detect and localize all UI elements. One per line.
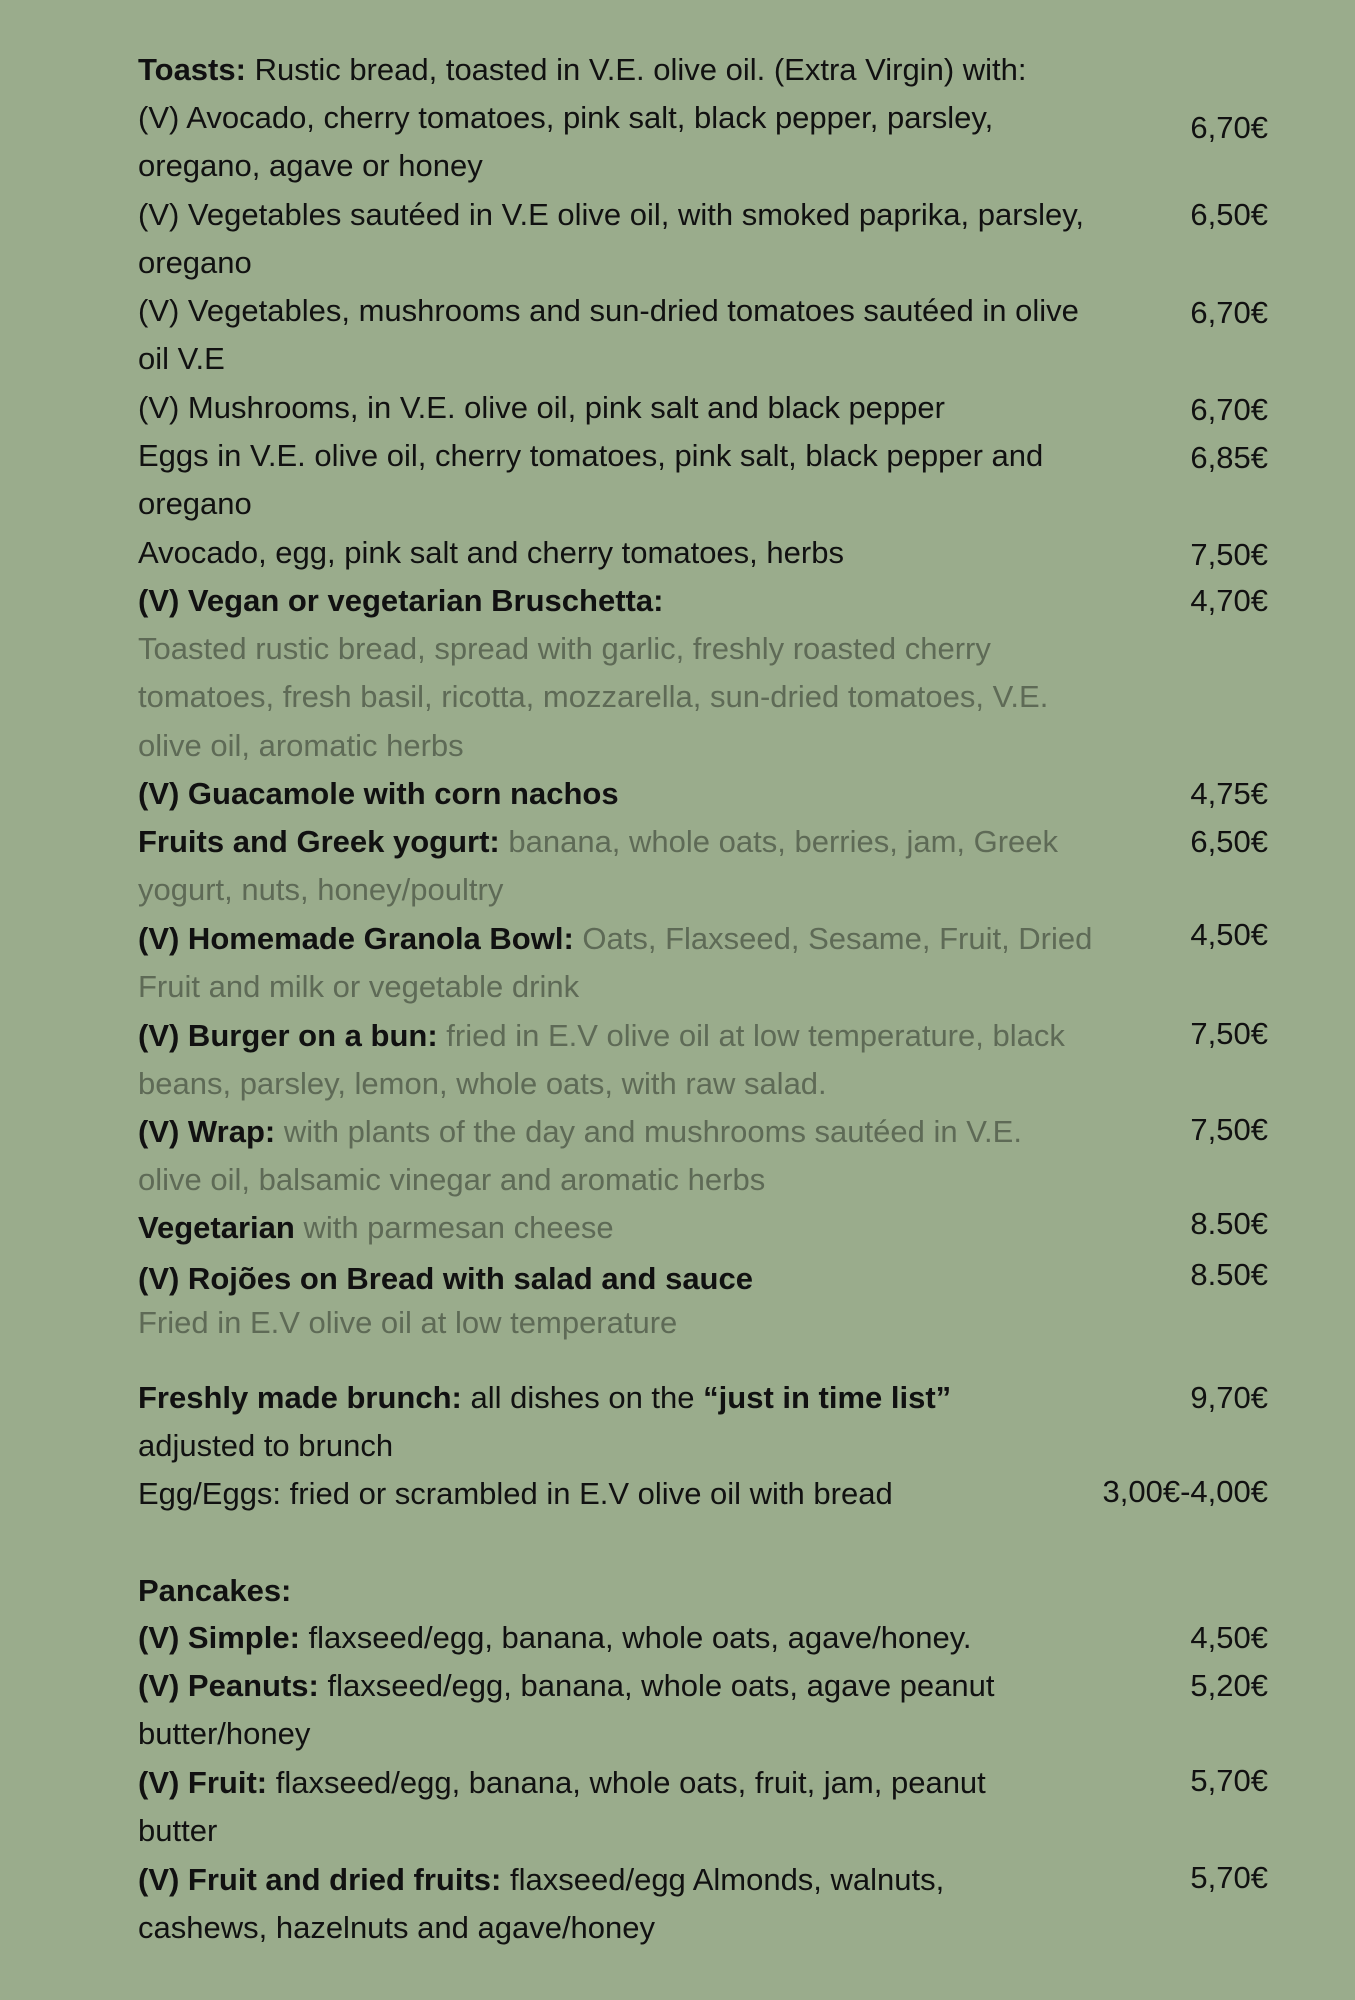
pancake-title: (V) Peanuts: <box>138 1668 319 1703</box>
toast-item-line: (V) Mushrooms, in V.E. olive oil, pink salt and black pepper <box>138 390 945 425</box>
pancake-desc: butter <box>138 1813 218 1848</box>
toast-item-price: 6,85€ <box>1190 440 1268 475</box>
pancake-price: 5,20€ <box>1190 1668 1268 1703</box>
eggs-desc: Egg/Eggs: fried or scrambled in E.V olive oil with bread <box>138 1476 893 1511</box>
toast-item-line: Eggs in V.E. olive oil, cherry tomatoes, pink salt, black pepper and <box>138 438 1044 473</box>
rojoes-price: 8.50€ <box>1190 1257 1268 1292</box>
yogurt-title: Fruits and Greek yogurt: <box>138 824 500 859</box>
toast-item-price: 6,50€ <box>1190 197 1268 232</box>
toast-item-price: 6,70€ <box>1190 295 1268 330</box>
yogurt-price: 6,50€ <box>1190 824 1268 859</box>
pancake-desc: flaxseed/egg Almonds, walnuts, <box>510 1862 945 1897</box>
toasts-heading: Toasts: <box>138 52 246 87</box>
granola-desc: Oats, Flaxseed, Sesame, Fruit, Dried <box>582 921 1093 956</box>
guacamole-price: 4,75€ <box>1190 776 1268 811</box>
toast-item-line: Avocado, egg, pink salt and cherry tomatoes, herbs <box>138 535 844 570</box>
brunch-title: Freshly made brunch: <box>138 1380 462 1415</box>
pancakes-heading: Pancakes: <box>138 1573 292 1608</box>
toast-item-line: (V) Avocado, cherry tomatoes, pink salt, black pepper, parsley, <box>138 100 994 135</box>
rojoes-desc: Fried in E.V olive oil at low temperature <box>138 1305 678 1340</box>
toast-item-line: oregano <box>138 486 252 521</box>
burger-title: (V) Burger on a bun: <box>138 1018 438 1053</box>
bruschetta-title: (V) Vegan or vegetarian Bruschetta: <box>138 583 664 618</box>
toast-item-line: oil V.E <box>138 341 225 376</box>
granola-title: (V) Homemade Granola Bowl: <box>138 921 574 956</box>
wrap-desc: olive oil, balsamic vinegar and aromatic herbs <box>138 1162 766 1197</box>
pancake-price: 5,70€ <box>1190 1860 1268 1895</box>
yogurt-desc: banana, whole oats, berries, jam, Greek <box>508 824 1059 859</box>
pancake-desc: flaxseed/egg, banana, whole oats, fruit, jam, peanut <box>275 1765 986 1800</box>
wrap-price: 7,50€ <box>1190 1112 1268 1147</box>
wrap-desc: with plants of the day and mushrooms sautéed in V.E. <box>283 1114 1022 1149</box>
pancake-price: 5,70€ <box>1190 1763 1268 1798</box>
toast-item-line: (V) Vegetables, mushrooms and sun-dried tomatoes sautéed in olive <box>138 293 1079 328</box>
vegetarian-title: Vegetarian <box>138 1210 295 1245</box>
brunch-line2: adjusted to brunch <box>138 1428 394 1463</box>
yogurt-desc: yogurt, nuts, honey/poultry <box>138 872 504 907</box>
brunch-price: 9,70€ <box>1190 1380 1268 1415</box>
brunch-quote: “just in time list” <box>703 1380 952 1415</box>
pancake-title: (V) Fruit: <box>138 1765 268 1800</box>
pancake-title: (V) Simple: <box>138 1620 300 1655</box>
burger-price: 7,50€ <box>1190 1016 1268 1051</box>
bruschetta-desc: olive oil, aromatic herbs <box>138 728 464 763</box>
toast-item-line: oregano <box>138 245 252 280</box>
eggs-price: 3,00€-4,00€ <box>1102 1474 1268 1509</box>
bruschetta-price: 4,70€ <box>1190 583 1268 618</box>
guacamole-title: (V) Guacamole with corn nachos <box>138 776 619 811</box>
pancake-title: (V) Fruit and dried fruits: <box>138 1862 502 1897</box>
toast-item-line: (V) Vegetables sautéed in V.E olive oil, with smoked paprika, parsley, <box>138 197 1085 232</box>
toast-item-price: 7,50€ <box>1190 537 1268 572</box>
toasts-intro: Rustic bread, toasted in V.E. olive oil. (Extra Virgin) with: <box>254 52 1027 87</box>
toast-item-price: 6,70€ <box>1190 392 1268 427</box>
burger-desc: fried in E.V olive oil at low temperature, black <box>446 1018 1065 1053</box>
pancake-desc: flaxseed/egg, banana, whole oats, agave peanut <box>327 1668 995 1703</box>
rojoes-title: (V) Rojões on Bread with salad and sauce <box>138 1261 753 1296</box>
vegetarian-desc: with parmesan cheese <box>303 1210 614 1245</box>
pancake-desc: cashews, hazelnuts and agave/honey <box>138 1910 656 1945</box>
granola-desc: Fruit and milk or vegetable drink <box>138 969 580 1004</box>
vegetarian-price: 8.50€ <box>1190 1206 1268 1241</box>
burger-desc: beans, parsley, lemon, whole oats, with raw salad. <box>138 1066 827 1101</box>
bruschetta-desc: tomatoes, fresh basil, ricotta, mozzarella, sun-dried tomatoes, V.E. <box>138 679 1049 714</box>
pancake-desc: flaxseed/egg, banana, whole oats, agave/honey. <box>308 1620 972 1655</box>
brunch-text: all dishes on the <box>470 1380 695 1415</box>
toast-item-line: oregano, agave or honey <box>138 148 483 183</box>
pancake-price: 4,50€ <box>1190 1620 1268 1655</box>
pancake-desc: butter/honey <box>138 1716 311 1751</box>
granola-price: 4,50€ <box>1190 917 1268 952</box>
wrap-title: (V) Wrap: <box>138 1114 276 1149</box>
toast-item-price: 6,70€ <box>1190 110 1268 145</box>
bruschetta-desc: Toasted rustic bread, spread with garlic, freshly roasted cherry <box>138 631 991 666</box>
